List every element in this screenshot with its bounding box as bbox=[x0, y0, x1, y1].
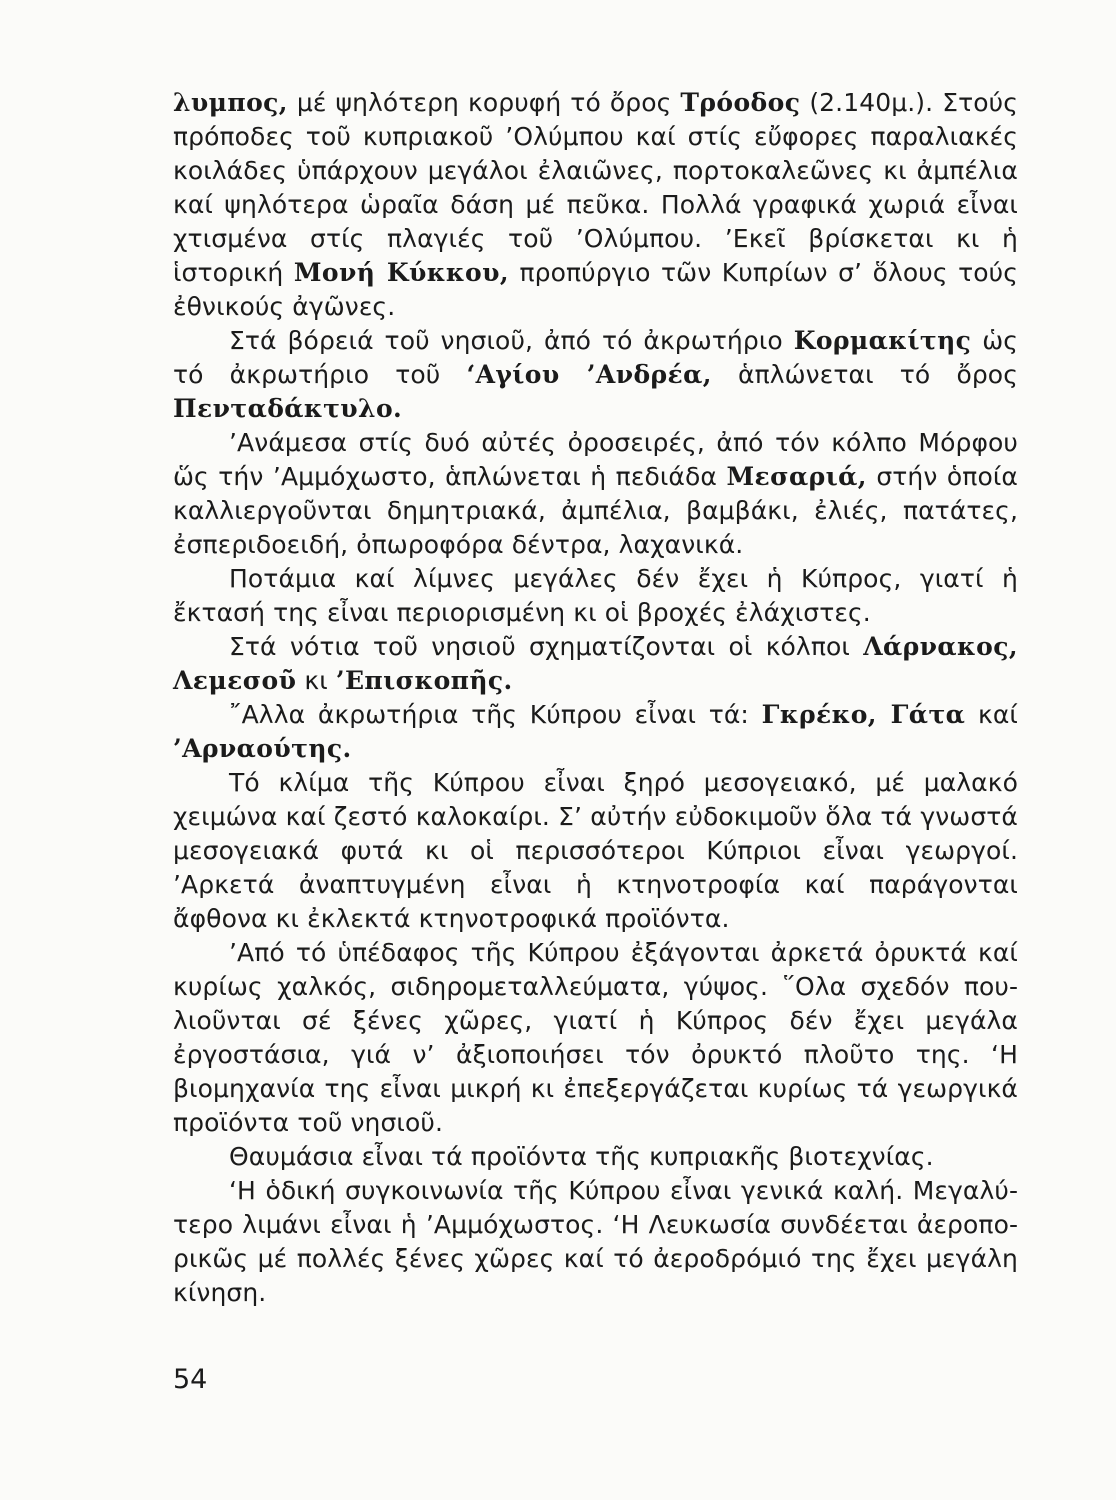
paragraph bbox=[173, 630, 1018, 698]
text-run: ’Ανάμεσα στίς δυό αὐτές ὀροσειρές, ἀπό τόν κόλπο Μόρφου ὥς τήν ’Αμμόχωστο, ἁπλώνεται ἡ πεδιάδα bbox=[173, 428, 1018, 491]
text-run: ’Από τό ὑπέδαφος τῆς Κύπρου ἐξάγονται ἀρκετά ὀρυκτά καί κυρίως χαλκός, σιδηρομεταλλεύματα, γύψος. ῞Ολα σχεδόν πουλιοῦνται σέ ξένες χῶρες, γιατί ἡ Κύπρος δέν ἔχει μεγάλα ἐργοστάσια, γιά ν’ ἀξιοποιήσει τόν ὀρυκτό πλοῦτο της. ‘Η βιομηχανία της εἶναι μικρή κι ἐπεξεργάζεται κυρίως τά γεωργικά προϊόντα τοῦ νησιοῦ. bbox=[173, 938, 1018, 1137]
paragraph bbox=[173, 562, 1018, 630]
text-run: Στά νότια τοῦ νησιοῦ σχηματίζονται οἱ κόλποι bbox=[229, 632, 864, 661]
text-run: ὡς τό ἀκρωτήριο τοῦ bbox=[173, 326, 1018, 389]
paragraph bbox=[173, 698, 1018, 766]
bold-term: Μονή Κύκκου, bbox=[293, 258, 509, 287]
page-number: 54 bbox=[173, 1364, 208, 1395]
bold-term: ’Αρναούτης. bbox=[173, 734, 352, 763]
text-run: καί bbox=[965, 700, 1018, 729]
text-run: μέ ψηλότερη κορυφή τό ὄρος bbox=[287, 88, 681, 117]
text-run: στήν ὁποία καλλιεργοῦνται δημητριακά, ἀμπέλια, βαμβάκι, ἐλιές, πατάτες, ἐσπεριδοειδή, ὀπωροφόρα δέντρα, λαχανικά. bbox=[173, 462, 1018, 559]
text-run: Θαυμάσια εἶναι τά προϊόντα τῆς κυπριακῆς βιοτεχνίας. bbox=[229, 1142, 934, 1171]
paragraph bbox=[173, 1140, 1018, 1174]
text-run: προπύργιο τῶν Κυπρίων σ’ ὅλους τούς ἐθνικούς ἀγῶνες. bbox=[173, 258, 1018, 321]
paragraph bbox=[173, 936, 1018, 1140]
bold-term: Κορμακίτης bbox=[793, 326, 972, 355]
bold-term: Λάρνακος, Λεμεσοῦ bbox=[173, 632, 1018, 695]
text-run: (2.140μ.). Στούς πρόποδες τοῦ κυπριακοῦ ’Ολύμπου καί στίς εὔφορες παραλιακές κοιλάδες ὑπάρχουν μεγάλοι ἐλαιῶνες, πορτοκαλεῶνες κι ἀμπέλια καί ψηλότερα ὡραῖα δάση μέ πεῦκα. Πολλά γραφικά χωριά εἶναι χτισμένα στίς πλαγιές τοῦ ’Ολύμπου. ’Εκεῖ βρίσκεται κι ἡ ἱστορική bbox=[173, 88, 1018, 287]
bold-term: Γκρέκο, Γάτα bbox=[761, 700, 966, 729]
text-run: ἁπλώνεται τό ὄρος bbox=[711, 360, 1018, 389]
bold-term: Μεσαριά, bbox=[726, 462, 867, 491]
text-run: ‘Η ὁδική συγκοινωνία τῆς Κύπρου εἶναι γενικά καλή. Μεγαλύτερο λιμάνι εἶναι ἡ ’Αμμόχωστος. ‘Η Λευκωσία συνδέεται ἀεροπορικῶς μέ πολλές ξένες χῶρες καί τό ἀεροδρόμιό της ἔχει μεγάλη κίνηση. bbox=[173, 1176, 1018, 1307]
bold-term: ’Επισκοπῆς. bbox=[335, 666, 513, 695]
paragraph bbox=[173, 426, 1018, 562]
paragraph bbox=[173, 766, 1018, 936]
page-body bbox=[173, 86, 1018, 1310]
text-run: Στά βόρειά τοῦ νησιοῦ, ἀπό τό ἀκρωτήριο bbox=[229, 326, 794, 355]
bold-term: ‘Αγίου ’Ανδρέα, bbox=[466, 360, 712, 389]
bold-term: Πενταδάκτυλο. bbox=[173, 394, 403, 423]
paragraph bbox=[173, 324, 1018, 426]
text-run: ῎Αλλα ἀκρωτήρια τῆς Κύπρου εἶναι τά: bbox=[229, 700, 762, 729]
paragraph bbox=[173, 86, 1018, 324]
text-run: Ποτάμια καί λίμνες μεγάλες δέν ἔχει ἡ Κύπρος, γιατί ἡ ἔκτασή της εἶναι περιορισμένη κι οἱ βροχές ἐλάχιστες. bbox=[173, 564, 1018, 627]
text-run: κι bbox=[296, 666, 336, 695]
bold-term: λυμπος, bbox=[173, 88, 288, 117]
paragraph bbox=[173, 1174, 1018, 1310]
text-run: Τό κλίμα τῆς Κύπρου εἶναι ξηρό μεσογειακό, μέ μαλακό χειμώνα καί ζεστό καλοκαίρι. Σ’ αὐτήν εὐδοκιμοῦν ὅλα τά γνωστά μεσογειακά φυτά κι οἱ περισσότεροι Κύπριοι εἶναι γεωργοί. ’Αρκετά ἀναπτυγμένη εἶναι ἡ κτηνοτροφία καί παράγονται ἄφθονα κι ἐκλεκτά κτηνοτροφικά προϊόντα. bbox=[173, 768, 1018, 933]
bold-term: Τρόοδος bbox=[680, 88, 801, 117]
